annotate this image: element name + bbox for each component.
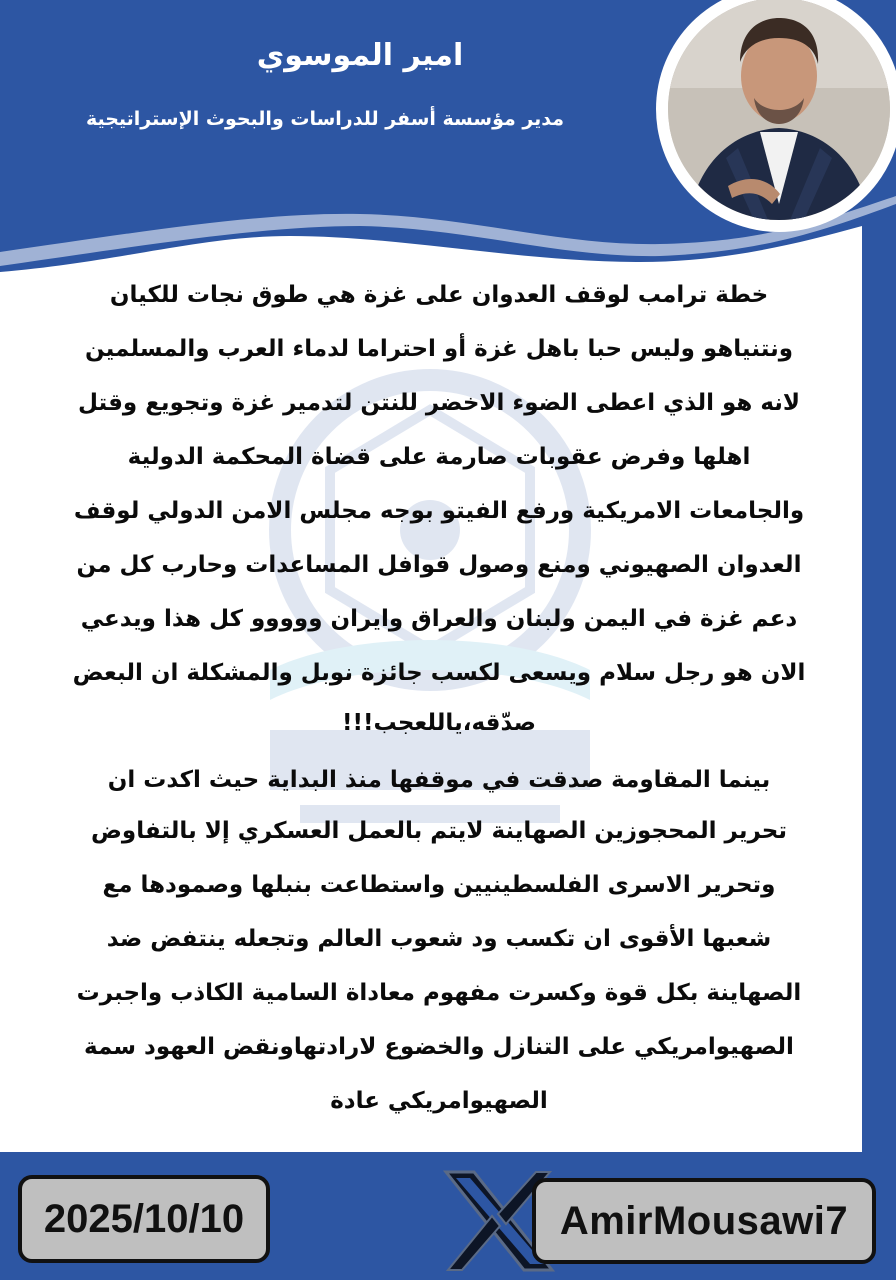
post-line: وتحرير الاسرى الفلسطينيين واستطاعت بنبلها وصمودها مع [102, 872, 776, 898]
handle-badge[interactable] [532, 1178, 876, 1264]
avatar [668, 0, 890, 220]
social-handle[interactable]: AmirMousawi7 [559, 1199, 849, 1243]
post-body [28, 268, 850, 1128]
author-role: مدير مؤسسة أسفر للدراسات والبحوث الإستراتيجية [85, 108, 565, 130]
author-name: امير الموسوي [256, 38, 464, 73]
post-line: والجامعات الامريكية ورفع الفيتو بوجه مجلس الامن الدولي لوقف [73, 498, 805, 524]
date-badge [18, 1175, 270, 1263]
post-line: الان هو رجل سلام ويسعى لكسب جائزة نوبل والمشكلة ان البعض [72, 660, 806, 686]
post-line: شعبها الأقوى ان تكسب ود شعوب العالم وتجعله ينتفض ضد [106, 926, 772, 952]
post-line: خطة ترامب لوقف العدوان على غزة هي طوق نجات للكيان [109, 282, 769, 308]
post-line: الصهيوامريكي عادة [330, 1088, 548, 1114]
post-line: ونتنياهو وليس حبا باهل غزة أو احتراما لدماء العرب والمسلمين [84, 336, 794, 362]
post-date: 2025/10/10 [43, 1197, 245, 1241]
post-line: الصهيوامريكي على التنازل والخضوع لارادتهاونقض العهود سمة [84, 1034, 794, 1060]
post-line: لانه هو الذي اعطى الضوء الاخضر للنتن لتدمير غزة وتجويع وقتل [77, 390, 801, 416]
post-line: الصهاينة بكل قوة وكسرت مفهوم معاداة السامية الكاذب واجبرت [76, 980, 802, 1006]
post-line: العدوان الصهيوني ومنع وصول قوافل المساعدات وحارب كل من [76, 552, 802, 578]
post-line: بينما المقاومة صدقت في موقفها منذ البداية حيث اكدت ان [107, 767, 771, 793]
post-line: تحرير المحجوزين الصهاينة لايتم بالعمل العسكري إلا بالتفاوض [90, 818, 787, 844]
post-line: اهلها وفرض عقوبات صارمة على قضاة المحكمة الدولية [127, 444, 751, 470]
post-line: صدّقه،ياللعجب!!! [342, 710, 536, 736]
post-line: دعم غزة في اليمن ولبنان والعراق وايران ووووو كل هذا ويدعي [80, 606, 798, 632]
